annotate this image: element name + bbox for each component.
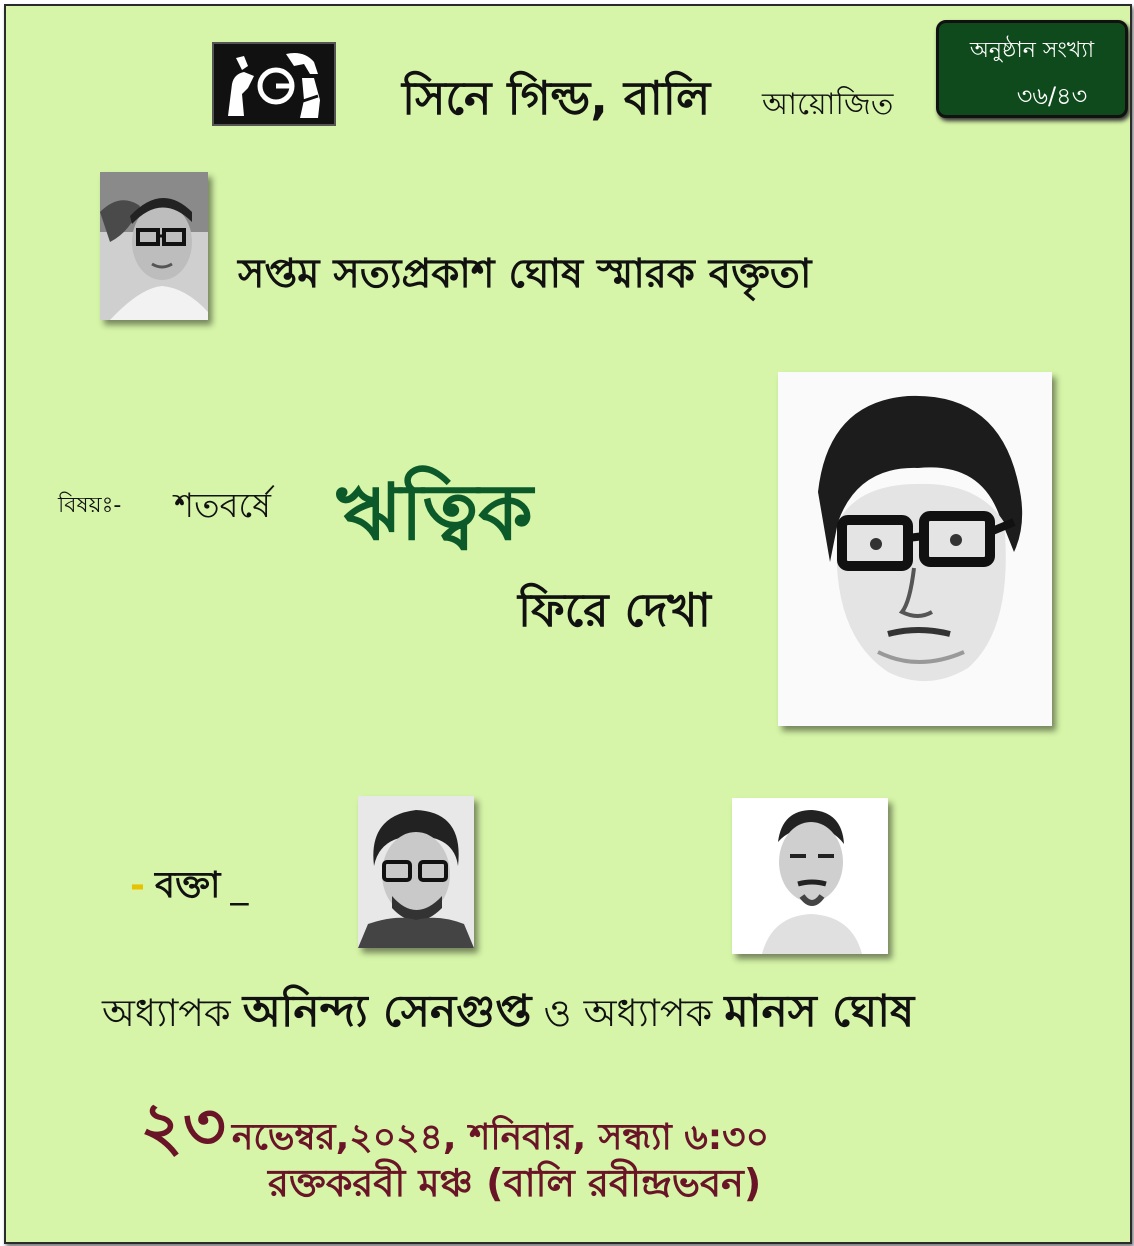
subject-main-title: ঋত্বিক (336, 468, 533, 558)
poster (4, 4, 1132, 1244)
organizer-suffix: আয়োজিত (762, 87, 894, 122)
speakers-conjunction: ও (543, 991, 572, 1035)
event-number-label: অনুষ্ঠান সংখ্যা (969, 38, 1095, 63)
speaker-2-photo (732, 798, 888, 954)
speaker-1-name: অনিন্দ্য সেনগুপ্ত (242, 986, 532, 1037)
date-day: ২৩ (140, 1088, 226, 1165)
subject-label: বিষয়ঃ- (58, 493, 122, 518)
speaker-2-name: মানস ঘোষ (724, 986, 915, 1037)
venue: রক্তকরবী মঞ্চ (বালি রবীন্দ্রভবন) (268, 1161, 762, 1205)
speaker-1-photo (358, 796, 474, 948)
speaker-label-dash-left: - (130, 865, 145, 906)
hands-icon (214, 44, 334, 124)
speakers-names (102, 978, 914, 1051)
event-number-badge (936, 20, 1128, 118)
speaker-label-text: বক্তা (154, 865, 221, 906)
ritwik-portrait (778, 372, 1052, 726)
memorial-portrait (100, 172, 208, 320)
speaker-label (130, 858, 248, 918)
cine-guild-logo (212, 42, 336, 126)
date-details: নভেম্বর,২০২৪, শনিবার, সন্ধ্যা ৬:৩০ (231, 1117, 769, 1158)
subject-prefix: শতবর্ষে (174, 486, 271, 526)
speaker-label-dash-right: _ (230, 865, 249, 906)
organizer-name: সিনে গিল্ড, বালি (402, 71, 711, 125)
subject-subtitle: ফিরে দেখা (518, 583, 711, 637)
speaker-2-title: অধ্যাপক (583, 991, 713, 1035)
lecture-title: সপ্তম সত্যপ্রকাশ ঘোষ স্মারক বক্তৃতা (238, 251, 812, 297)
speaker-1-title: অধ্যাপক (102, 991, 231, 1035)
event-number-value: ৩৬/৪৩ (1016, 82, 1088, 110)
